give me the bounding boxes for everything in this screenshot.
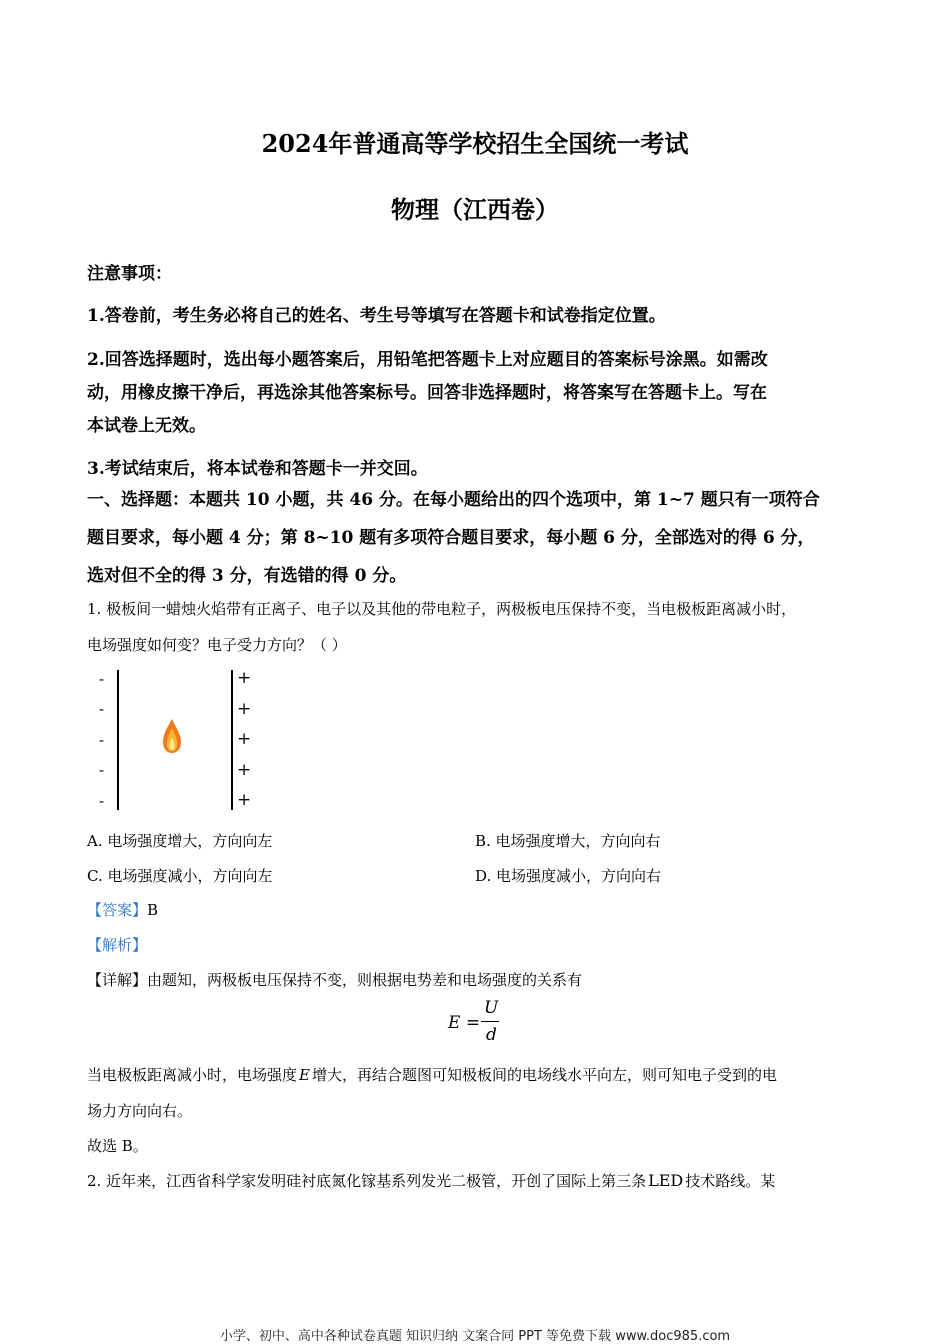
- formula-lhs: E =: [448, 1013, 481, 1033]
- plus-sign: +: [237, 790, 252, 810]
- option-c: C. 电场强度减小，方向向左: [87, 867, 273, 885]
- plus-sign: +: [237, 668, 252, 688]
- minus-sign: -: [99, 700, 105, 718]
- analysis-label: 【解析】: [87, 936, 148, 954]
- notice-item-3: 3.考试结束后，将本试卷和答题卡一并交回。: [87, 459, 428, 479]
- minus-sign: -: [99, 761, 105, 779]
- negative-plate: [117, 670, 119, 810]
- page-title: 2024年普通高等学校招生全国统一考试: [261, 129, 689, 158]
- option-a: A. 电场强度增大，方向向左: [87, 832, 273, 850]
- page-subtitle: 物理（江西卷）: [391, 195, 559, 224]
- led-text: LED: [648, 1171, 684, 1190]
- question-1-stem-line-2: 电场强度如何变？电子受力方向？（ ）: [87, 636, 347, 654]
- notice-heading: 注意事项：: [87, 264, 172, 284]
- minus-sign: -: [99, 731, 105, 749]
- answer-value: B: [147, 901, 159, 919]
- variable-e: E: [299, 1066, 310, 1084]
- formula-numerator: U: [484, 998, 499, 1018]
- option-b: B. 电场强度增大，方向向右: [475, 832, 661, 850]
- detail-label: 【详解】: [87, 971, 148, 989]
- explanation-line-1: 当电极板距离减小时，电场强度 E 增大，再结合题图可知极板间的电场线水平向左，则可知电子受到的电: [87, 1066, 777, 1084]
- section-instructions-line-3: 选对但不全的得 3 分，有选错的得 0 分。: [87, 566, 407, 586]
- option-d: D. 电场强度减小，方向向右: [475, 867, 662, 885]
- notice-item-2-line-3: 本试卷上无效。: [87, 416, 206, 436]
- minus-sign: -: [99, 792, 105, 810]
- formula-denominator: d: [486, 1025, 497, 1045]
- detail-line: [87, 969, 582, 990]
- notice-item-1: 1.答卷前，考生务必将自己的姓名、考生号等填写在答题卡和试卷指定位置。: [87, 306, 666, 326]
- section-instructions-line-2: 题目要求，每小题 4 分；第 8~10 题有多项符合题目要求，每小题 6 分，全部选对的得 6 分，: [87, 528, 815, 548]
- page-footer: 小学、初中、高中各种试卷真题 知识归纳 文案合同 PPT 等免费下载 www.doc985.com: [219, 1329, 731, 1344]
- formula: [448, 998, 508, 1050]
- notice-item-2-line-2: 动，用橡皮擦干净后，再选涂其他答案标号。回答非选择题时，将答案写在答题卡上。写在: [87, 383, 767, 403]
- plus-sign: +: [237, 699, 252, 719]
- candle-flame-icon: [161, 718, 183, 754]
- question-2-stem: 2. 近年来，江西省科学家发明硅衬底氮化镓基系列发光二极管，开创了国际上第三条 LED 技术路线。某: [87, 1171, 776, 1190]
- formula-bar: [481, 1021, 499, 1022]
- notice-item-2-line-1: 2.回答选择题时，选出每小题答案后，用铅笔把答题卡上对应题目的答案标号涂黑。如需改: [87, 350, 768, 370]
- answer-line: [87, 899, 158, 920]
- minus-sign: -: [99, 670, 105, 688]
- answer-label: 【答案】: [87, 901, 148, 919]
- detail-text: 由题知，两极板电压保持不变，则根据电势差和电场强度的关系有: [147, 971, 583, 989]
- question-1-figure: [95, 668, 265, 813]
- plus-sign: +: [237, 729, 252, 749]
- conclusion: 故选 B。: [87, 1137, 148, 1155]
- question-1-stem-line-1: 1. 极板间一蜡烛火焰带有正离子、电子以及其他的带电粒子，两极板电压保持不变，当电极板距离减小时，: [87, 600, 797, 618]
- explanation-line-2: 场力方向向右。: [87, 1102, 193, 1120]
- section-instructions-line-1: 一、选择题：本题共 10 小题，共 46 分。在每小题给出的四个选项中，第 1~7 题只有一项符合: [87, 490, 820, 510]
- positive-plate: [231, 670, 233, 810]
- plus-sign: +: [237, 760, 252, 780]
